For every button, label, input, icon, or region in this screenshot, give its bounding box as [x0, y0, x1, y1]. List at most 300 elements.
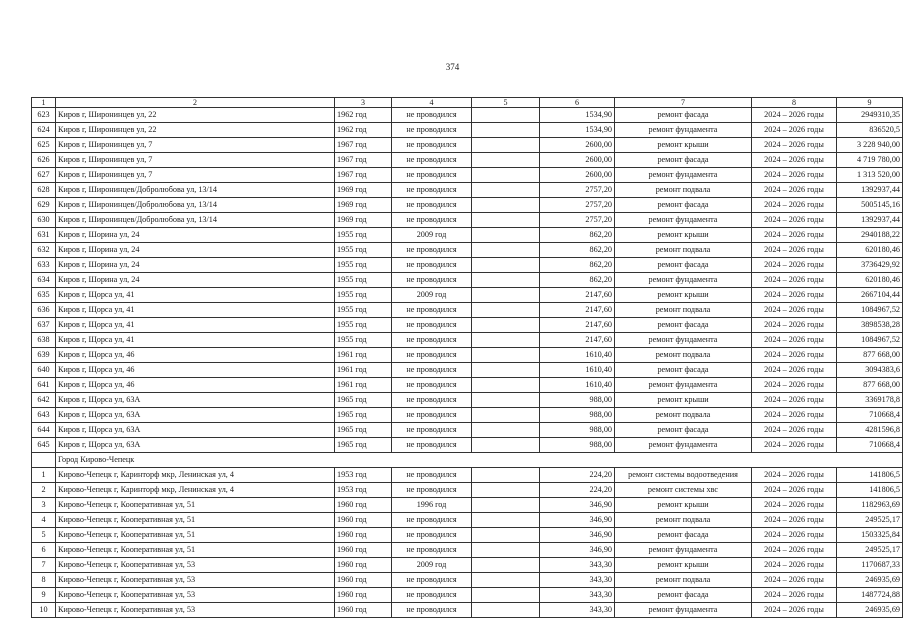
period-cell: 2024 – 2026 годы	[752, 438, 837, 453]
empty-cell	[472, 423, 540, 438]
period-cell: 2024 – 2026 годы	[752, 348, 837, 363]
row-number: 645	[32, 438, 56, 453]
empty-cell	[472, 543, 540, 558]
table-row	[32, 588, 903, 603]
area-cell: 2757,20	[540, 213, 615, 228]
empty-cell	[472, 468, 540, 483]
work-type-cell: ремонт крыши	[615, 228, 752, 243]
area-cell: 2600,00	[540, 153, 615, 168]
table-row	[32, 258, 903, 273]
last-repair-cell: 1996 год	[392, 498, 472, 513]
table-row	[32, 348, 903, 363]
area-cell: 343,30	[540, 558, 615, 573]
empty-cell	[472, 258, 540, 273]
cost-cell: 1084967,52	[837, 303, 903, 318]
work-type-cell: ремонт фундамента	[615, 378, 752, 393]
build-year-cell: 1960 год	[335, 498, 392, 513]
address-cell: Кирово-Чепецк г, Кооперативная ул, 51	[56, 513, 335, 528]
address-cell: Киров г, Щорса ул, 41	[56, 303, 335, 318]
address-cell: Кирово-Чепецк г, Кооперативная ул, 51	[56, 528, 335, 543]
empty-cell	[472, 573, 540, 588]
row-number: 639	[32, 348, 56, 363]
last-repair-cell: не проводился	[392, 123, 472, 138]
period-cell: 2024 – 2026 годы	[752, 543, 837, 558]
area-cell: 1610,40	[540, 363, 615, 378]
build-year-cell: 1955 год	[335, 258, 392, 273]
area-cell: 346,90	[540, 498, 615, 513]
table-row	[32, 288, 903, 303]
address-cell: Киров г, Щорса ул, 63А	[56, 393, 335, 408]
last-repair-cell: не проводился	[392, 303, 472, 318]
row-number: 629	[32, 198, 56, 213]
cost-cell: 1170687,33	[837, 558, 903, 573]
empty-cell	[472, 438, 540, 453]
period-cell: 2024 – 2026 годы	[752, 333, 837, 348]
work-type-cell: ремонт фасада	[615, 318, 752, 333]
cost-cell: 249525,17	[837, 543, 903, 558]
row-number: 633	[32, 258, 56, 273]
last-repair-cell: 2009 год	[392, 558, 472, 573]
build-year-cell: 1955 год	[335, 318, 392, 333]
address-cell: Киров г, Щорса ул, 41	[56, 288, 335, 303]
work-type-cell: ремонт подвала	[615, 348, 752, 363]
column-header-4: 4	[392, 98, 472, 108]
period-cell: 2024 – 2026 годы	[752, 168, 837, 183]
last-repair-cell: 2009 год	[392, 228, 472, 243]
row-number: 624	[32, 123, 56, 138]
empty-cell	[472, 363, 540, 378]
build-year-cell: 1961 год	[335, 378, 392, 393]
table-row	[32, 318, 903, 333]
last-repair-cell: не проводился	[392, 318, 472, 333]
build-year-cell: 1967 год	[335, 168, 392, 183]
section-row	[32, 453, 903, 468]
address-cell: Киров г, Широнинцев/Добролюбова ул, 13/14	[56, 213, 335, 228]
empty-cell	[472, 588, 540, 603]
table-row	[32, 438, 903, 453]
build-year-cell: 1965 год	[335, 393, 392, 408]
last-repair-cell: не проводился	[392, 363, 472, 378]
address-cell: Киров г, Щорса ул, 46	[56, 348, 335, 363]
row-number: 630	[32, 213, 56, 228]
column-header-3: 3	[335, 98, 392, 108]
period-cell: 2024 – 2026 годы	[752, 198, 837, 213]
table-row	[32, 168, 903, 183]
empty-cell	[472, 228, 540, 243]
table-row	[32, 468, 903, 483]
table-row	[32, 573, 903, 588]
work-type-cell: ремонт подвала	[615, 303, 752, 318]
period-cell: 2024 – 2026 годы	[752, 288, 837, 303]
row-number: 2	[32, 483, 56, 498]
table-row	[32, 393, 903, 408]
work-type-cell: ремонт крыши	[615, 138, 752, 153]
area-cell: 862,20	[540, 273, 615, 288]
address-cell: Киров г, Широнинцев ул, 22	[56, 123, 335, 138]
empty-cell	[472, 213, 540, 228]
last-repair-cell: не проводился	[392, 528, 472, 543]
row-number: 628	[32, 183, 56, 198]
build-year-cell: 1965 год	[335, 423, 392, 438]
cost-cell: 1 313 520,00	[837, 168, 903, 183]
row-number: 1	[32, 468, 56, 483]
row-number: 4	[32, 513, 56, 528]
period-cell: 2024 – 2026 годы	[752, 363, 837, 378]
area-cell: 343,30	[540, 603, 615, 618]
table-row	[32, 333, 903, 348]
empty-cell	[472, 288, 540, 303]
area-cell: 988,00	[540, 408, 615, 423]
cost-cell: 2940188,22	[837, 228, 903, 243]
page-number: 374	[445, 62, 460, 72]
row-number: 638	[32, 333, 56, 348]
section-number-cell	[32, 453, 56, 468]
area-cell: 1534,90	[540, 123, 615, 138]
row-number: 8	[32, 573, 56, 588]
table-row	[32, 273, 903, 288]
cost-cell: 1503325,84	[837, 528, 903, 543]
last-repair-cell: не проводился	[392, 273, 472, 288]
last-repair-cell: не проводился	[392, 153, 472, 168]
area-cell: 988,00	[540, 393, 615, 408]
build-year-cell: 1955 год	[335, 333, 392, 348]
build-year-cell: 1965 год	[335, 408, 392, 423]
empty-cell	[472, 198, 540, 213]
work-type-cell: ремонт фасада	[615, 198, 752, 213]
build-year-cell: 1960 год	[335, 603, 392, 618]
work-type-cell: ремонт системы хвс	[615, 483, 752, 498]
row-number: 641	[32, 378, 56, 393]
empty-cell	[472, 408, 540, 423]
period-cell: 2024 – 2026 годы	[752, 318, 837, 333]
address-cell: Киров г, Широнинцев/Добролюбова ул, 13/14	[56, 198, 335, 213]
period-cell: 2024 – 2026 годы	[752, 228, 837, 243]
work-type-cell: ремонт фасада	[615, 363, 752, 378]
table-row	[32, 153, 903, 168]
last-repair-cell: не проводился	[392, 258, 472, 273]
empty-cell	[472, 378, 540, 393]
cost-cell: 4281596,8	[837, 423, 903, 438]
address-cell: Киров г, Шорина ул, 24	[56, 243, 335, 258]
build-year-cell: 1955 год	[335, 288, 392, 303]
cost-cell: 3736429,92	[837, 258, 903, 273]
address-cell: Кирово-Чепецк г, Кооперативная ул, 51	[56, 498, 335, 513]
last-repair-cell: не проводился	[392, 573, 472, 588]
period-cell: 2024 – 2026 годы	[752, 408, 837, 423]
table-row	[32, 378, 903, 393]
area-cell: 1610,40	[540, 348, 615, 363]
last-repair-cell: не проводился	[392, 483, 472, 498]
cost-cell: 710668,4	[837, 408, 903, 423]
empty-cell	[472, 123, 540, 138]
empty-cell	[472, 318, 540, 333]
last-repair-cell: не проводился	[392, 513, 472, 528]
period-cell: 2024 – 2026 годы	[752, 123, 837, 138]
area-cell: 988,00	[540, 438, 615, 453]
row-number: 3	[32, 498, 56, 513]
address-cell: Киров г, Широнинцев/Добролюбова ул, 13/14	[56, 183, 335, 198]
cost-cell: 4 719 780,00	[837, 153, 903, 168]
build-year-cell: 1955 год	[335, 228, 392, 243]
table-row	[32, 528, 903, 543]
table-row	[32, 198, 903, 213]
area-cell: 988,00	[540, 423, 615, 438]
work-type-cell: ремонт подвала	[615, 408, 752, 423]
area-cell: 224,20	[540, 483, 615, 498]
last-repair-cell: не проводился	[392, 603, 472, 618]
row-number: 632	[32, 243, 56, 258]
row-number: 627	[32, 168, 56, 183]
address-cell: Кирово-Чепецк г, Каринторф мкр, Ленинская ул, 4	[56, 468, 335, 483]
table-row	[32, 123, 903, 138]
table-row	[32, 423, 903, 438]
empty-cell	[472, 333, 540, 348]
address-cell: Киров г, Щорса ул, 41	[56, 333, 335, 348]
address-cell: Киров г, Шорина ул, 24	[56, 228, 335, 243]
cost-cell: 3 228 940,00	[837, 138, 903, 153]
empty-cell	[472, 483, 540, 498]
empty-cell	[472, 348, 540, 363]
area-cell: 2147,60	[540, 288, 615, 303]
cost-cell: 2667104,44	[837, 288, 903, 303]
table-row	[32, 498, 903, 513]
area-cell: 2147,60	[540, 333, 615, 348]
row-number: 626	[32, 153, 56, 168]
cost-cell: 5005145,16	[837, 198, 903, 213]
build-year-cell: 1960 год	[335, 528, 392, 543]
cost-cell: 3898538,28	[837, 318, 903, 333]
row-number: 644	[32, 423, 56, 438]
cost-cell: 620180,46	[837, 273, 903, 288]
period-cell: 2024 – 2026 годы	[752, 258, 837, 273]
cost-cell: 710668,4	[837, 438, 903, 453]
build-year-cell: 1960 год	[335, 513, 392, 528]
cost-cell: 1487724,88	[837, 588, 903, 603]
area-cell: 343,30	[540, 573, 615, 588]
column-header-8: 8	[752, 98, 837, 108]
work-type-cell: ремонт фундамента	[615, 123, 752, 138]
table-row	[32, 138, 903, 153]
build-year-cell: 1960 год	[335, 573, 392, 588]
area-cell: 224,20	[540, 468, 615, 483]
table-row	[32, 543, 903, 558]
area-cell: 2147,60	[540, 318, 615, 333]
area-cell: 2147,60	[540, 303, 615, 318]
build-year-cell: 1960 год	[335, 543, 392, 558]
period-cell: 2024 – 2026 годы	[752, 528, 837, 543]
last-repair-cell: не проводился	[392, 543, 472, 558]
area-cell: 1610,40	[540, 378, 615, 393]
cost-cell: 246935,69	[837, 573, 903, 588]
work-type-cell: ремонт фундамента	[615, 273, 752, 288]
last-repair-cell: не проводился	[392, 333, 472, 348]
cost-cell: 620180,46	[837, 243, 903, 258]
last-repair-cell: не проводился	[392, 348, 472, 363]
last-repair-cell: не проводился	[392, 423, 472, 438]
work-type-cell: ремонт фасада	[615, 423, 752, 438]
address-cell: Киров г, Щорса ул, 46	[56, 378, 335, 393]
period-cell: 2024 – 2026 годы	[752, 513, 837, 528]
row-number: 634	[32, 273, 56, 288]
area-cell: 1534,90	[540, 108, 615, 123]
row-number: 6	[32, 543, 56, 558]
work-type-cell: ремонт крыши	[615, 288, 752, 303]
area-cell: 862,20	[540, 228, 615, 243]
area-cell: 2600,00	[540, 138, 615, 153]
cost-cell: 2949310,35	[837, 108, 903, 123]
row-number: 5	[32, 528, 56, 543]
column-header-5: 5	[472, 98, 540, 108]
empty-cell	[472, 393, 540, 408]
empty-cell	[472, 603, 540, 618]
table-row	[32, 363, 903, 378]
cost-cell: 1392937,44	[837, 213, 903, 228]
row-number: 10	[32, 603, 56, 618]
work-type-cell: ремонт фундамента	[615, 333, 752, 348]
period-cell: 2024 – 2026 годы	[752, 138, 837, 153]
period-cell: 2024 – 2026 годы	[752, 183, 837, 198]
empty-cell	[472, 243, 540, 258]
address-cell: Кирово-Чепецк г, Кооперативная ул, 53	[56, 558, 335, 573]
period-cell: 2024 – 2026 годы	[752, 588, 837, 603]
cost-cell: 3369178,8	[837, 393, 903, 408]
row-number: 9	[32, 588, 56, 603]
area-cell: 2757,20	[540, 183, 615, 198]
empty-cell	[472, 108, 540, 123]
period-cell: 2024 – 2026 годы	[752, 468, 837, 483]
last-repair-cell: не проводился	[392, 438, 472, 453]
cost-cell: 1392937,44	[837, 183, 903, 198]
last-repair-cell: 2009 год	[392, 288, 472, 303]
address-cell: Киров г, Широнинцев ул, 7	[56, 168, 335, 183]
table-body	[32, 108, 903, 618]
build-year-cell: 1969 год	[335, 213, 392, 228]
build-year-cell: 1955 год	[335, 273, 392, 288]
area-cell: 862,20	[540, 243, 615, 258]
last-repair-cell: не проводился	[392, 408, 472, 423]
row-number: 643	[32, 408, 56, 423]
period-cell: 2024 – 2026 годы	[752, 498, 837, 513]
row-number: 623	[32, 108, 56, 123]
address-cell: Киров г, Шорина ул, 24	[56, 273, 335, 288]
build-year-cell: 1953 год	[335, 483, 392, 498]
build-year-cell: 1955 год	[335, 303, 392, 318]
address-cell: Киров г, Шорина ул, 24	[56, 258, 335, 273]
column-header-2: 2	[56, 98, 335, 108]
row-number: 642	[32, 393, 56, 408]
table-row	[32, 408, 903, 423]
work-type-cell: ремонт фасада	[615, 153, 752, 168]
cost-cell: 141806,5	[837, 468, 903, 483]
period-cell: 2024 – 2026 годы	[752, 273, 837, 288]
table-row	[32, 183, 903, 198]
work-type-cell: ремонт подвала	[615, 183, 752, 198]
build-year-cell: 1962 год	[335, 123, 392, 138]
row-number: 7	[32, 558, 56, 573]
cost-cell: 877 668,00	[837, 348, 903, 363]
cost-cell: 3094383,6	[837, 363, 903, 378]
work-type-cell: ремонт фундамента	[615, 168, 752, 183]
column-header-1: 1	[32, 98, 56, 108]
table-row	[32, 483, 903, 498]
address-cell: Киров г, Щорса ул, 63А	[56, 408, 335, 423]
build-year-cell: 1965 год	[335, 438, 392, 453]
empty-cell	[472, 168, 540, 183]
period-cell: 2024 – 2026 годы	[752, 603, 837, 618]
last-repair-cell: не проводился	[392, 108, 472, 123]
empty-cell	[472, 273, 540, 288]
last-repair-cell: не проводился	[392, 588, 472, 603]
period-cell: 2024 – 2026 годы	[752, 393, 837, 408]
row-number: 631	[32, 228, 56, 243]
cost-cell: 1182963,69	[837, 498, 903, 513]
empty-cell	[472, 183, 540, 198]
address-cell: Киров г, Широнинцев ул, 22	[56, 108, 335, 123]
period-cell: 2024 – 2026 годы	[752, 558, 837, 573]
address-cell: Кирово-Чепецк г, Кооперативная ул, 53	[56, 603, 335, 618]
cost-cell: 836520,5	[837, 123, 903, 138]
cost-cell: 249525,17	[837, 513, 903, 528]
work-type-cell: ремонт подвала	[615, 513, 752, 528]
table-row	[32, 213, 903, 228]
table-row	[32, 108, 903, 123]
last-repair-cell: не проводился	[392, 393, 472, 408]
build-year-cell: 1969 год	[335, 198, 392, 213]
last-repair-cell: не проводился	[392, 243, 472, 258]
address-cell: Кирово-Чепецк г, Каринторф мкр, Ленинская ул, 4	[56, 483, 335, 498]
cost-cell: 141806,5	[837, 483, 903, 498]
address-cell: Киров г, Щорса ул, 41	[56, 318, 335, 333]
period-cell: 2024 – 2026 годы	[752, 108, 837, 123]
area-cell: 343,30	[540, 588, 615, 603]
period-cell: 2024 – 2026 годы	[752, 483, 837, 498]
area-cell: 346,90	[540, 543, 615, 558]
row-number: 625	[32, 138, 56, 153]
empty-cell	[472, 528, 540, 543]
empty-cell	[472, 498, 540, 513]
area-cell: 346,90	[540, 513, 615, 528]
column-header-7: 7	[615, 98, 752, 108]
last-repair-cell: не проводился	[392, 468, 472, 483]
area-cell: 2757,20	[540, 198, 615, 213]
last-repair-cell: не проводился	[392, 168, 472, 183]
area-cell: 2600,00	[540, 168, 615, 183]
period-cell: 2024 – 2026 годы	[752, 573, 837, 588]
column-header-9: 9	[837, 98, 903, 108]
registry-table	[31, 97, 903, 618]
last-repair-cell: не проводился	[392, 138, 472, 153]
address-cell: Киров г, Щорса ул, 63А	[56, 438, 335, 453]
build-year-cell: 1969 год	[335, 183, 392, 198]
row-number: 637	[32, 318, 56, 333]
build-year-cell: 1962 год	[335, 108, 392, 123]
cost-cell: 246935,69	[837, 603, 903, 618]
area-cell: 862,20	[540, 258, 615, 273]
work-type-cell: ремонт фундамента	[615, 543, 752, 558]
period-cell: 2024 – 2026 годы	[752, 243, 837, 258]
table-row	[32, 603, 903, 618]
last-repair-cell: не проводился	[392, 378, 472, 393]
empty-cell	[472, 513, 540, 528]
row-number: 635	[32, 288, 56, 303]
build-year-cell: 1967 год	[335, 153, 392, 168]
last-repair-cell: не проводился	[392, 183, 472, 198]
table-row	[32, 558, 903, 573]
empty-cell	[472, 153, 540, 168]
work-type-cell: ремонт системы водоотведения	[615, 468, 752, 483]
address-cell: Кирово-Чепецк г, Кооперативная ул, 51	[56, 543, 335, 558]
work-type-cell: ремонт фундамента	[615, 213, 752, 228]
